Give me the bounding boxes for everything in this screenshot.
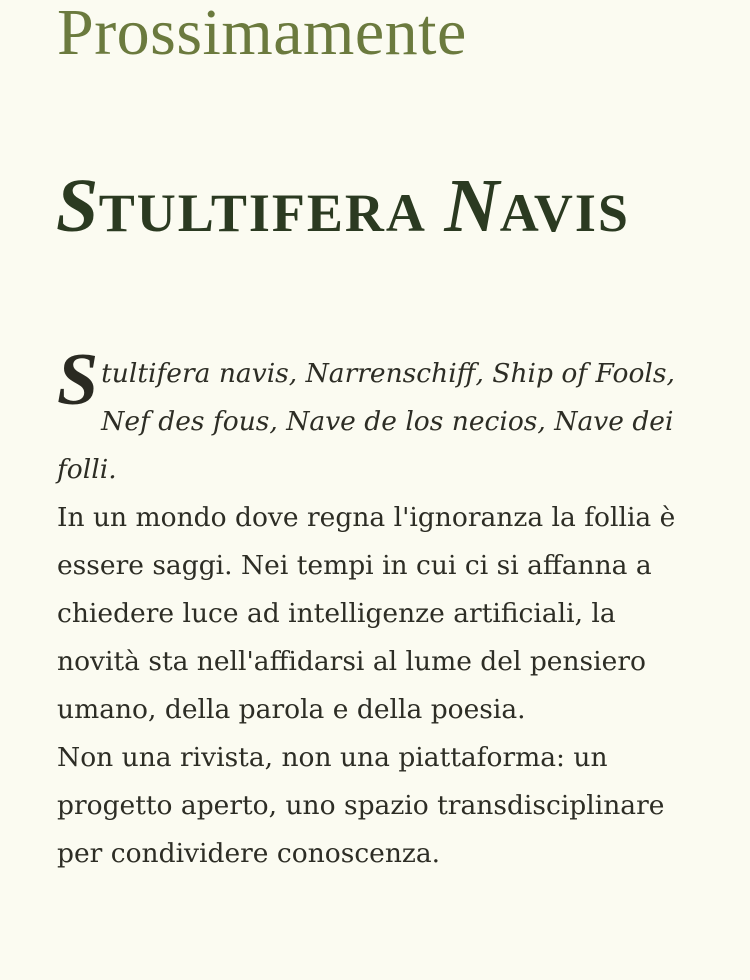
section-heading: Prossimamente: [57, 0, 467, 69]
brand-title-word-1-rest: TULTIFERA: [98, 183, 427, 243]
article-body: [57, 339, 707, 878]
paragraph-ignoranza: In un mondo dove regna l'ignoranza la follia è essere saggi. Nei tempi in cui ci si affanna a chiedere luce ad intelligenze artificiali, la novità sta nell'affidarsi al lume del pensiero umano, della parola e della poesia.: [57, 502, 676, 725]
brand-title-word-2-rest: AVIS: [499, 183, 630, 243]
brand-title-initial-n: N: [444, 164, 500, 248]
intro-names-list: tultifera navis, Narrenschiff, Ship of Fools, Nef des fous, Nave de los necios, Nave dei folli.: [57, 358, 675, 485]
intro-paragraph: [57, 339, 707, 494]
brand-title: [56, 166, 630, 253]
brand-title-initial-s: S: [56, 164, 99, 248]
drop-cap: S: [57, 339, 99, 421]
paragraph-progetto: Non una rivista, non una piattaforma: un progetto aperto, uno spazio transdisciplinare per condividere conoscenza.: [57, 742, 665, 869]
